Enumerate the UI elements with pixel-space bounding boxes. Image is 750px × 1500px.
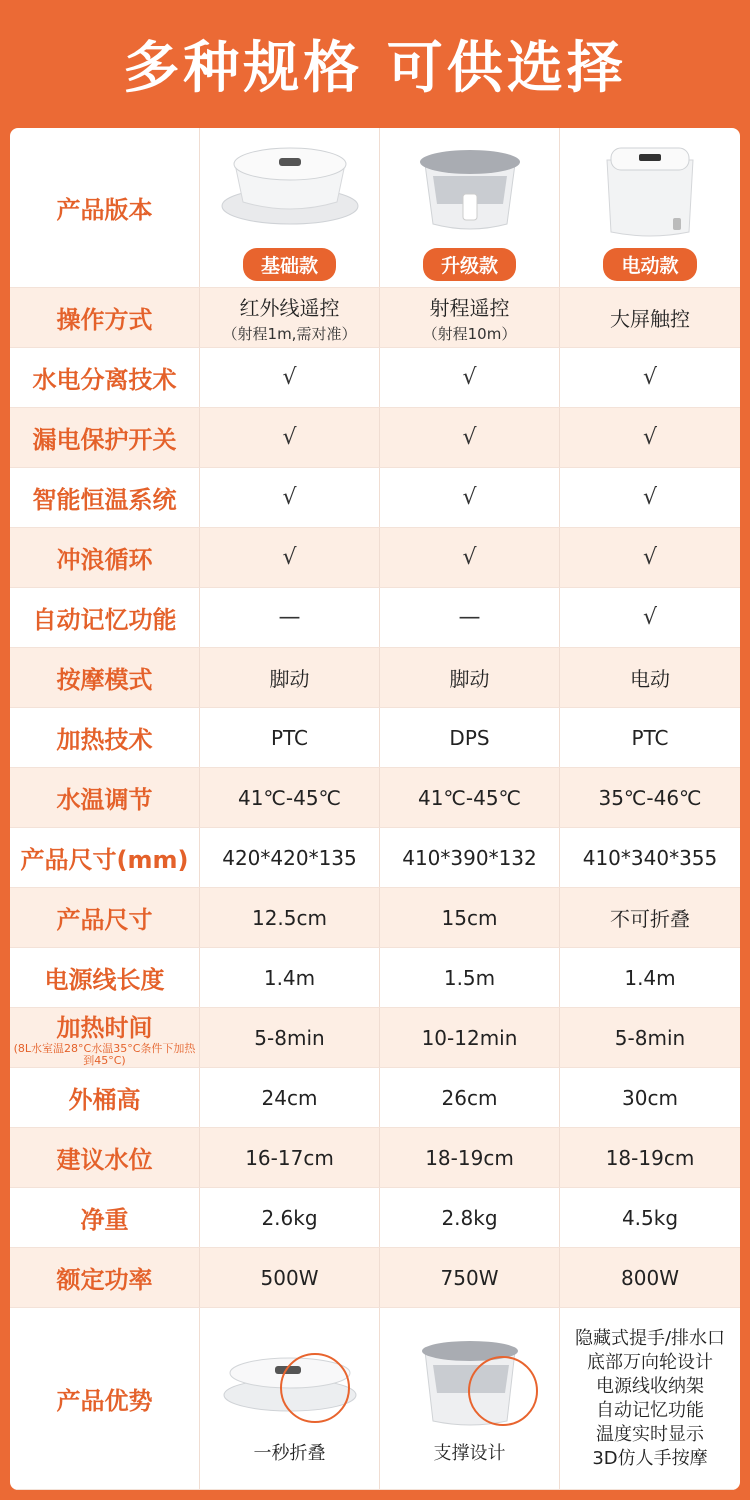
control-main: 射程遥控: [429, 295, 510, 320]
spec-row: [10, 1128, 740, 1188]
spec-value: [200, 468, 380, 527]
control-sub: （射程10m）: [422, 324, 517, 343]
advantage-electric: [560, 1308, 740, 1489]
spec-value: [560, 588, 740, 647]
row-label: 操作方式: [10, 288, 200, 347]
model-badge-basic: 基础款: [243, 248, 336, 281]
value-text: 2.8kg: [441, 1205, 498, 1230]
value-text: 2.6kg: [261, 1205, 318, 1230]
spec-value: [380, 348, 560, 407]
row-label-text: 漏电保护开关: [32, 426, 177, 454]
spec-value: [560, 948, 740, 1007]
spec-value: [560, 888, 740, 947]
check-mark: √: [282, 365, 297, 390]
row-label: [10, 1188, 200, 1247]
value-text: 5-8min: [254, 1025, 325, 1050]
spec-value: [200, 648, 380, 707]
value-text: 4.5kg: [621, 1205, 679, 1230]
spec-value: [200, 1068, 380, 1127]
control-upgrade: [380, 288, 560, 347]
check-mark: √: [642, 485, 658, 510]
spec-value: [200, 768, 380, 827]
row-label-note: (8L水室温28°C水温35°C条件下加热到45°C): [13, 1042, 196, 1067]
row-label: 产品版本: [10, 128, 200, 287]
spec-value: [200, 1188, 380, 1247]
comparison-table: [10, 128, 740, 1490]
value-text: 41℃-45℃: [237, 785, 342, 810]
feature-item: 电源线收纳架: [595, 1375, 704, 1397]
check-mark: √: [462, 485, 477, 510]
check-mark: √: [282, 545, 297, 570]
spec-row: [10, 468, 740, 528]
spec-value: [380, 828, 560, 887]
row-label-text: 按摩模式: [56, 666, 153, 694]
spec-value: [200, 588, 380, 647]
check-mark: √: [282, 425, 297, 450]
check-mark: √: [282, 485, 297, 510]
spec-value: [560, 1248, 740, 1307]
row-label: [10, 528, 200, 587]
spec-value: [380, 1068, 560, 1127]
value-text: DPS: [449, 725, 490, 750]
row-label-text: 额定功率: [56, 1266, 153, 1294]
page-title: 多种规格 可供选择: [123, 36, 627, 101]
value-text: 1.5m: [443, 965, 496, 990]
check-mark: √: [462, 365, 477, 390]
value-text: 不可折叠: [610, 907, 690, 931]
folded-basin-image: [205, 1333, 375, 1433]
spec-row: [10, 408, 740, 468]
spec-row: [10, 588, 740, 648]
spec-value: [560, 1128, 740, 1187]
spec-value: [200, 828, 380, 887]
check-mark: √: [462, 545, 477, 570]
value-text: 26cm: [441, 1085, 498, 1110]
feature-item: 自动记忆功能: [595, 1399, 704, 1421]
value-text: 10-12min: [421, 1025, 518, 1050]
spec-value: [200, 888, 380, 947]
spec-value: [200, 1128, 380, 1187]
value-text: 750W: [440, 1265, 499, 1290]
row-label: [10, 1128, 200, 1187]
page-header: [0, 0, 750, 128]
spec-value: [200, 348, 380, 407]
advantage-feature-list: [575, 1327, 725, 1471]
value-text: 1.4m: [263, 965, 316, 990]
value-text: 1.4m: [624, 965, 676, 990]
spec-value: [380, 648, 560, 707]
basic-foot-bath-image: [205, 134, 375, 244]
row-label-text: 加热时间: [56, 1014, 153, 1042]
spec-row: [10, 1188, 740, 1248]
row-label-text: 冲浪循环: [56, 546, 153, 574]
row-label: [10, 1068, 200, 1127]
value-text: PTC: [631, 725, 669, 750]
value-text: 800W: [621, 1265, 679, 1290]
spec-value: [200, 948, 380, 1007]
model-upgrade: [380, 128, 560, 287]
dash-mark: —: [458, 605, 481, 630]
check-mark: √: [462, 425, 477, 450]
spec-value: [380, 468, 560, 527]
spec-value: [560, 648, 740, 707]
row-label: [10, 1248, 200, 1307]
control-method-row: [10, 288, 740, 348]
dash-mark: —: [278, 605, 301, 630]
feature-item: 温度实时显示: [595, 1423, 704, 1445]
value-text: 30cm: [622, 1085, 678, 1110]
value-text: 16-17cm: [245, 1145, 334, 1170]
spec-value: [200, 528, 380, 587]
advantage-label: 一秒折叠: [253, 1442, 326, 1464]
control-basic: [200, 288, 380, 347]
value-text: 18-19cm: [605, 1145, 695, 1170]
spec-row: [10, 1068, 740, 1128]
advantage-basic: [200, 1308, 380, 1489]
value-text: 脚动: [449, 667, 490, 691]
row-label: [10, 1008, 200, 1067]
value-text: 41℃-45℃: [417, 785, 522, 810]
model-basic: [200, 128, 380, 287]
value-text: 脚动: [269, 667, 310, 691]
spec-row: [10, 768, 740, 828]
spec-row: [10, 348, 740, 408]
model-badge-electric: 电动款: [603, 248, 696, 281]
value-text: 5-8min: [614, 1025, 686, 1050]
row-label: [10, 408, 200, 467]
spec-value: [560, 1188, 740, 1247]
spec-value: [560, 1008, 740, 1067]
spec-value: [380, 1248, 560, 1307]
spec-value: [380, 588, 560, 647]
spec-value: [560, 348, 740, 407]
value-text: 24cm: [261, 1085, 318, 1110]
row-label-text: 水温调节: [56, 786, 153, 814]
row-label: [10, 768, 200, 827]
value-text: 420*420*135: [222, 845, 357, 870]
row-label: [10, 348, 200, 407]
spec-value: [380, 408, 560, 467]
upgrade-foot-bath-image: [385, 134, 555, 244]
row-label: [10, 648, 200, 707]
control-main: 大屏触控: [610, 307, 690, 331]
spec-value: [560, 768, 740, 827]
feature-item: 3D仿人手按摩: [592, 1447, 708, 1469]
spec-row: [10, 708, 740, 768]
row-label: 产品优势: [10, 1308, 200, 1489]
value-text: 35℃-46℃: [598, 785, 702, 810]
row-label-text: 加热技术: [56, 726, 153, 754]
spec-row: [10, 1248, 740, 1308]
spec-value: [560, 408, 740, 467]
spec-value: [380, 1188, 560, 1247]
spec-value: [200, 708, 380, 767]
spec-row: [10, 528, 740, 588]
row-label: [10, 588, 200, 647]
row-label: [10, 948, 200, 1007]
control-electric: [560, 288, 740, 347]
row-label-text: 净重: [80, 1206, 129, 1234]
electric-foot-bath-image: [565, 134, 735, 244]
support-design-image: [385, 1333, 555, 1433]
row-label-text: 水电分离技术: [32, 366, 177, 394]
product-version-row: [10, 128, 740, 288]
check-mark: √: [642, 365, 658, 390]
row-label-text: 建议水位: [56, 1146, 153, 1174]
row-label: [10, 468, 200, 527]
value-text: 410*390*132: [402, 845, 537, 870]
spec-value: [560, 1068, 740, 1127]
model-badge-upgrade: 升级款: [423, 248, 516, 281]
spec-value: [380, 528, 560, 587]
row-label-text: 产品尺寸: [56, 906, 153, 934]
spec-row: [10, 648, 740, 708]
feature-item: 底部万向轮设计: [586, 1351, 713, 1373]
spec-value: [560, 468, 740, 527]
row-label: [10, 708, 200, 767]
spec-value: [560, 828, 740, 887]
advantage-row: [10, 1308, 740, 1490]
model-electric: [560, 128, 740, 287]
advantage-upgrade: [380, 1308, 560, 1489]
spec-value: [380, 768, 560, 827]
spec-value: [380, 948, 560, 1007]
row-label: [10, 828, 200, 887]
spec-value: [560, 708, 740, 767]
row-label: [10, 888, 200, 947]
spec-value: [380, 708, 560, 767]
row-label-text: 产品尺寸(mm): [20, 846, 189, 874]
row-label-text: 智能恒温系统: [32, 486, 177, 514]
spec-value: [380, 888, 560, 947]
row-label-text: 电源线长度: [44, 966, 165, 994]
spec-row: [10, 888, 740, 948]
control-main: 红外线遥控: [239, 295, 340, 320]
feature-item: 隐藏式提手/排水口: [574, 1327, 726, 1349]
value-text: 18-19cm: [425, 1145, 514, 1170]
value-text: 电动: [630, 667, 670, 691]
spec-value: [200, 1008, 380, 1067]
control-sub: （射程1m,需对准）: [222, 324, 357, 343]
spec-row: [10, 948, 740, 1008]
spec-value: [560, 528, 740, 587]
spec-value: [200, 408, 380, 467]
advantage-label: 支撑设计: [433, 1442, 506, 1464]
row-label-text: 外桶高: [68, 1086, 141, 1114]
value-text: PTC: [270, 725, 309, 750]
spec-value: [380, 1008, 560, 1067]
value-text: 15cm: [441, 905, 498, 930]
spec-value: [200, 1248, 380, 1307]
spec-row: [10, 1008, 740, 1068]
check-mark: √: [642, 545, 658, 570]
spec-row: [10, 828, 740, 888]
check-mark: √: [642, 605, 658, 630]
row-label-text: 自动记忆功能: [32, 606, 177, 634]
spec-value: [380, 1128, 560, 1187]
value-text: 500W: [260, 1265, 319, 1290]
value-text: 12.5cm: [251, 905, 327, 930]
value-text: 410*340*355: [582, 845, 718, 870]
check-mark: √: [642, 425, 658, 450]
